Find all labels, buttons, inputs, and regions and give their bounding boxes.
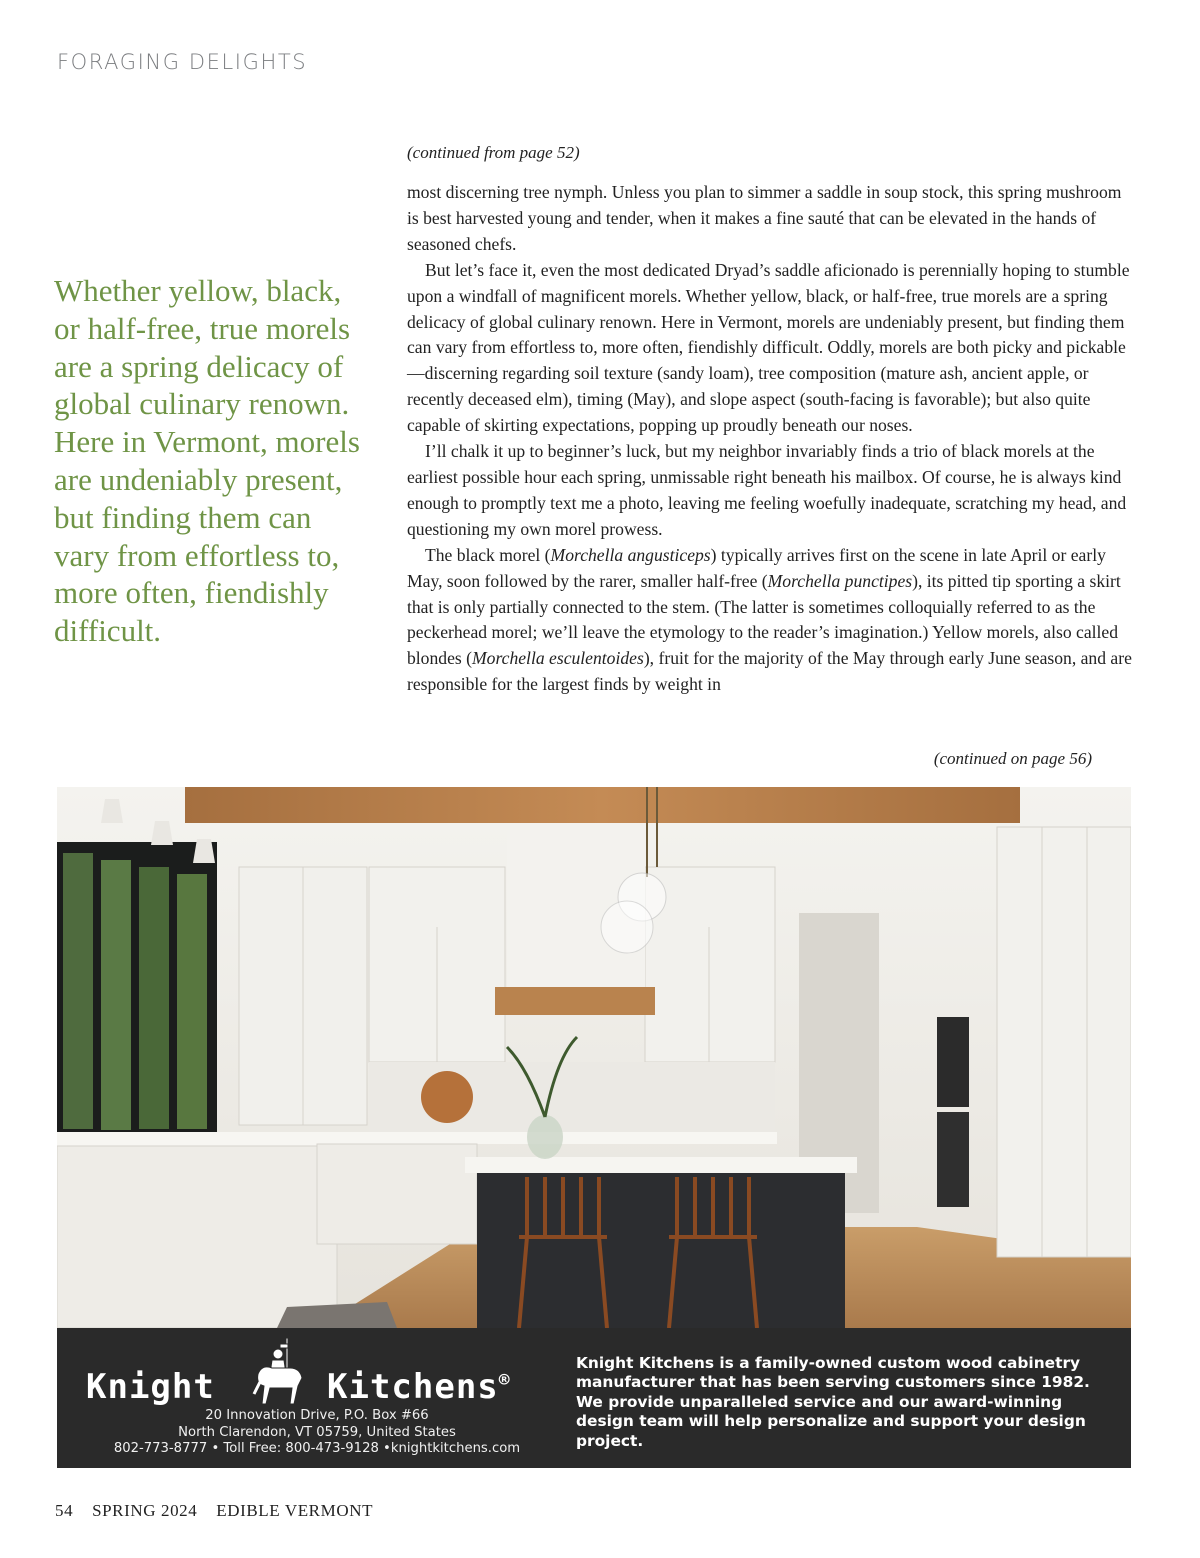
paragraph-text: ), fruit for the majority of the May through early June season, and are responsible for the largest finds by weight in [407,648,1132,695]
article-paragraph [407,543,1137,698]
article-paragraph [407,180,1137,258]
kitchen-photo [57,787,1131,1328]
knight-on-horse-icon [250,1334,306,1408]
species-name: Morchella punctipes [767,570,913,591]
ad-contact-line[interactable]: 802-773-8777 • Toll Free: 800-473-9128 •knightkitchens.com [113,1441,521,1456]
brand-name-kitchens-text: Kitchens [327,1367,499,1407]
species-name: Morchella angusticeps [550,544,711,565]
brand-name-kitchens [327,1367,511,1407]
registered-mark: ® [498,1369,511,1391]
paragraph-text: ), its pitted tip sporting a skirt that is only partially connected to the stem. (The latter is sometimes colloquially referred to as the peckerhead morel; we’ll leave the etymology to the reader’s imagination.) Yellow morels, also called blondes ( [407,570,1121,669]
knight-kitchens-ad[interactable] [57,787,1131,1468]
paragraph-text: But let’s face it, even the most dedicated Dryad’s saddle aficionado is perennially hoping to stumble upon a windfall of magnificent morels. Whether yellow, black, or half-free, true morels are a spring delicacy of global culinary renown. Here in Vermont, morels are undeniably present, but finding them can vary from effortless to, more often, fiendishly difficult. Oddly, morels are both picky and pickable—discerning regarding soil texture (sandy loam), tree composition (mature ash, ancient apple, or recently deceased elm), timing (May), and slope aspect (south-facing is favorable); but also quite capable of skirting expectations, popping up proudly beneath our noses. [407,259,1130,436]
section-label: FORAGING DELIGHTS [57,50,308,74]
article-paragraph [407,439,1137,543]
species-name: Morchella esculentoides [472,648,644,669]
ad-info-bar [57,1328,1131,1468]
brand-name-knight: Knight [86,1367,215,1407]
pull-quote: Whether yellow, black, or half-free, true morels are a spring delicacy of global culinary renown. Here in Vermont, morels are undeniably present, but finding them can vary from effortless to, more often, fiendishly difficult. [54,273,360,649]
continued-on-note: (continued on page 56) [933,749,1092,768]
ad-address-line-1: 20 Innovation Drive, P.O. Box #66 [205,1408,429,1423]
ad-address-block [97,1408,537,1458]
page-number: 54 [55,1501,74,1520]
page-footer [55,1501,387,1521]
ad-description: Knight Kitchens is a family-owned custom wood cabinetry manufacturer that has been serving customers since 1982. We provide unparalleled service and our award-winning design team will help personalize and support your design project. [576,1354,1090,1450]
paragraph-text: The black morel ( [425,544,551,565]
issue-label: SPRING 2024 [92,1501,198,1520]
article-body [407,180,1137,698]
article-paragraph [407,258,1137,439]
paragraph-text: I’ll chalk it up to beginner’s luck, but my neighbor invariably finds a trio of black morels at the earliest possible hour each spring, unmissable right beneath his mailbox. Of course, he is always kind enough to promptly text me a photo, leaving me feeling woefully inadequate, scratching my head, and questioning my own morel prowess. [407,441,1127,539]
paragraph-text: ) typically arrives first on the scene in late April or early May, soon followed by the rarer, smaller half-free ( [407,544,1106,591]
publication-name: EDIBLE VERMONT [216,1501,374,1520]
continued-from-note: (continued from page 52) [407,143,580,162]
paragraph-text: most discerning tree nymph. Unless you plan to simmer a saddle in soup stock, this spring mushroom is best harvested young and tender, when it makes a fine sauté that can be elevated in the hands of seasoned chefs. [407,182,1122,254]
ad-address-line-2: North Clarendon, VT 05759, United States [178,1424,456,1440]
